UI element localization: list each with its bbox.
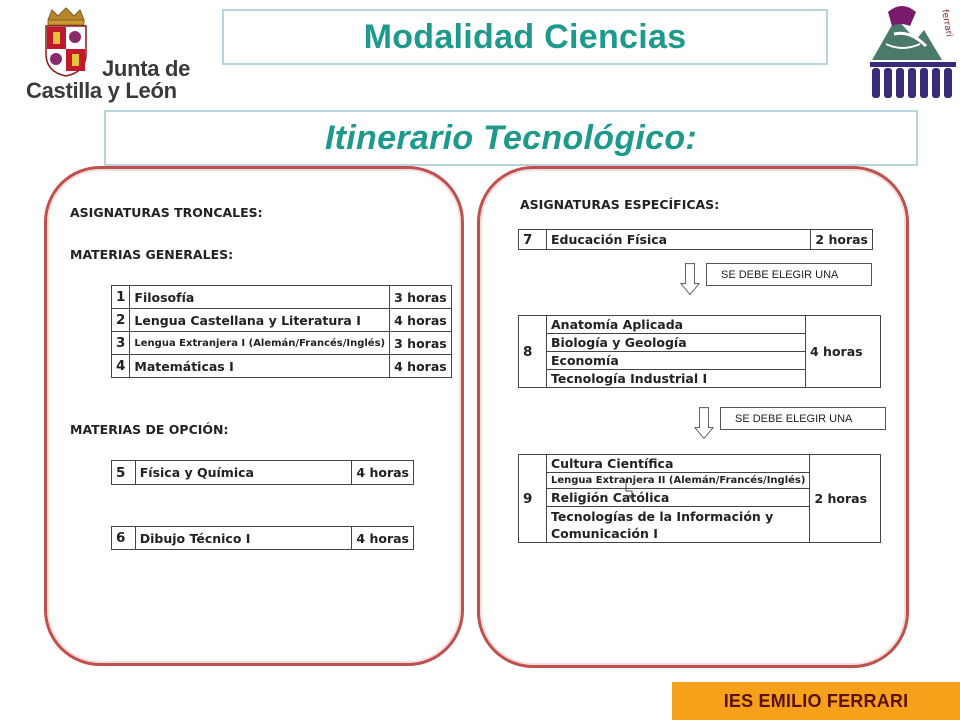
table-row [519, 316, 881, 334]
row-number: 7 [519, 230, 547, 250]
table-row [519, 455, 881, 473]
table-row [112, 309, 452, 332]
subject-name: Religión Católica [547, 489, 810, 507]
subject-name: Educación Física [546, 230, 810, 250]
subject-name-line1: Tecnologías de la Información y [551, 508, 774, 524]
subject-name: Anatomía Aplicada [547, 316, 806, 334]
subject-name: Economía [547, 352, 806, 370]
table-row [112, 332, 452, 355]
troncales-heading: ASIGNATURAS TRONCALES: [70, 205, 263, 220]
subject-hours: 4 horas [390, 309, 452, 332]
opcion-table-1 [111, 460, 414, 485]
subject-hours: 4 horas [806, 316, 881, 388]
page-title: Modalidad Ciencias [222, 9, 828, 65]
troncales-panel [44, 166, 464, 666]
table-row [519, 230, 873, 250]
row-number: 2 [112, 309, 130, 332]
subject-name: Lengua Extranjera I (Alemán/Francés/Inglés) [130, 332, 390, 355]
row-number: 1 [112, 286, 130, 309]
especificas-table-8 [518, 315, 881, 388]
subject-name: Dibujo Técnico I [135, 527, 352, 550]
row-number: 6 [112, 527, 136, 550]
subject-name: Tecnología Industrial I [547, 370, 806, 388]
page-subtitle: Itinerario Tecnológico: [104, 110, 918, 166]
elegir-una-callout-1: SE DEBE ELEGIR UNA [706, 263, 872, 286]
table-row [112, 461, 414, 485]
down-arrow-icon [694, 406, 714, 442]
junta-castilla-leon-logo [22, 6, 192, 102]
especificas-table-7 [518, 229, 873, 250]
row-number: 5 [112, 461, 136, 485]
generales-table [111, 285, 452, 378]
footer-school-label: IES EMILIO FERRARI [672, 682, 960, 720]
small-arrow-icon [622, 477, 646, 501]
row-number: 9 [519, 455, 547, 543]
row-number: 4 [112, 355, 130, 378]
subject-hours: 3 horas [390, 332, 452, 355]
subject-hours: 4 horas [352, 461, 414, 485]
subject-hours: 2 horas [811, 230, 873, 250]
row-number: 8 [519, 316, 547, 388]
row-number: 3 [112, 332, 130, 355]
coat-of-arms-icon [36, 6, 96, 78]
subject-hours: 3 horas [390, 286, 452, 309]
logo-text-line2: Castilla y León [26, 78, 177, 103]
logo-text-line1: Junta de [102, 56, 191, 81]
subject-hours: 4 horas [390, 355, 452, 378]
table-row [112, 355, 452, 378]
opcion-heading: MATERIAS DE OPCIÓN: [70, 422, 229, 437]
subject-name: Biología y Geología [547, 334, 806, 352]
table-row [112, 286, 452, 309]
subject-name: Cultura Científica [547, 455, 810, 473]
table-row [112, 527, 414, 550]
subject-hours: 4 horas [352, 527, 414, 550]
especificas-table-9 [518, 454, 881, 543]
subject-name [547, 507, 810, 543]
ferrari-logo-text: ferrari [939, 8, 954, 38]
generales-heading: MATERIAS GENERALES: [70, 247, 234, 262]
ies-ferrari-logo [866, 0, 960, 106]
down-arrow-icon [680, 262, 700, 298]
subject-name: Lengua Extranjera II (Alemán/Francés/Inglés) [547, 473, 810, 489]
opcion-table-2 [111, 526, 414, 550]
subject-name: Física y Química [135, 461, 352, 485]
ferrari-school-logo-icon [866, 0, 960, 106]
subject-name: Lengua Castellana y Literatura I [130, 309, 390, 332]
especificas-heading: ASIGNATURAS ESPECÍFICAS: [520, 197, 720, 212]
elegir-una-callout-2: SE DEBE ELEGIR UNA [720, 407, 886, 430]
subject-name: Matemáticas I [130, 355, 390, 378]
subject-name: Filosofía [130, 286, 390, 309]
subject-hours: 2 horas [810, 455, 881, 543]
subject-name-line2: Comunicación I [551, 525, 658, 541]
